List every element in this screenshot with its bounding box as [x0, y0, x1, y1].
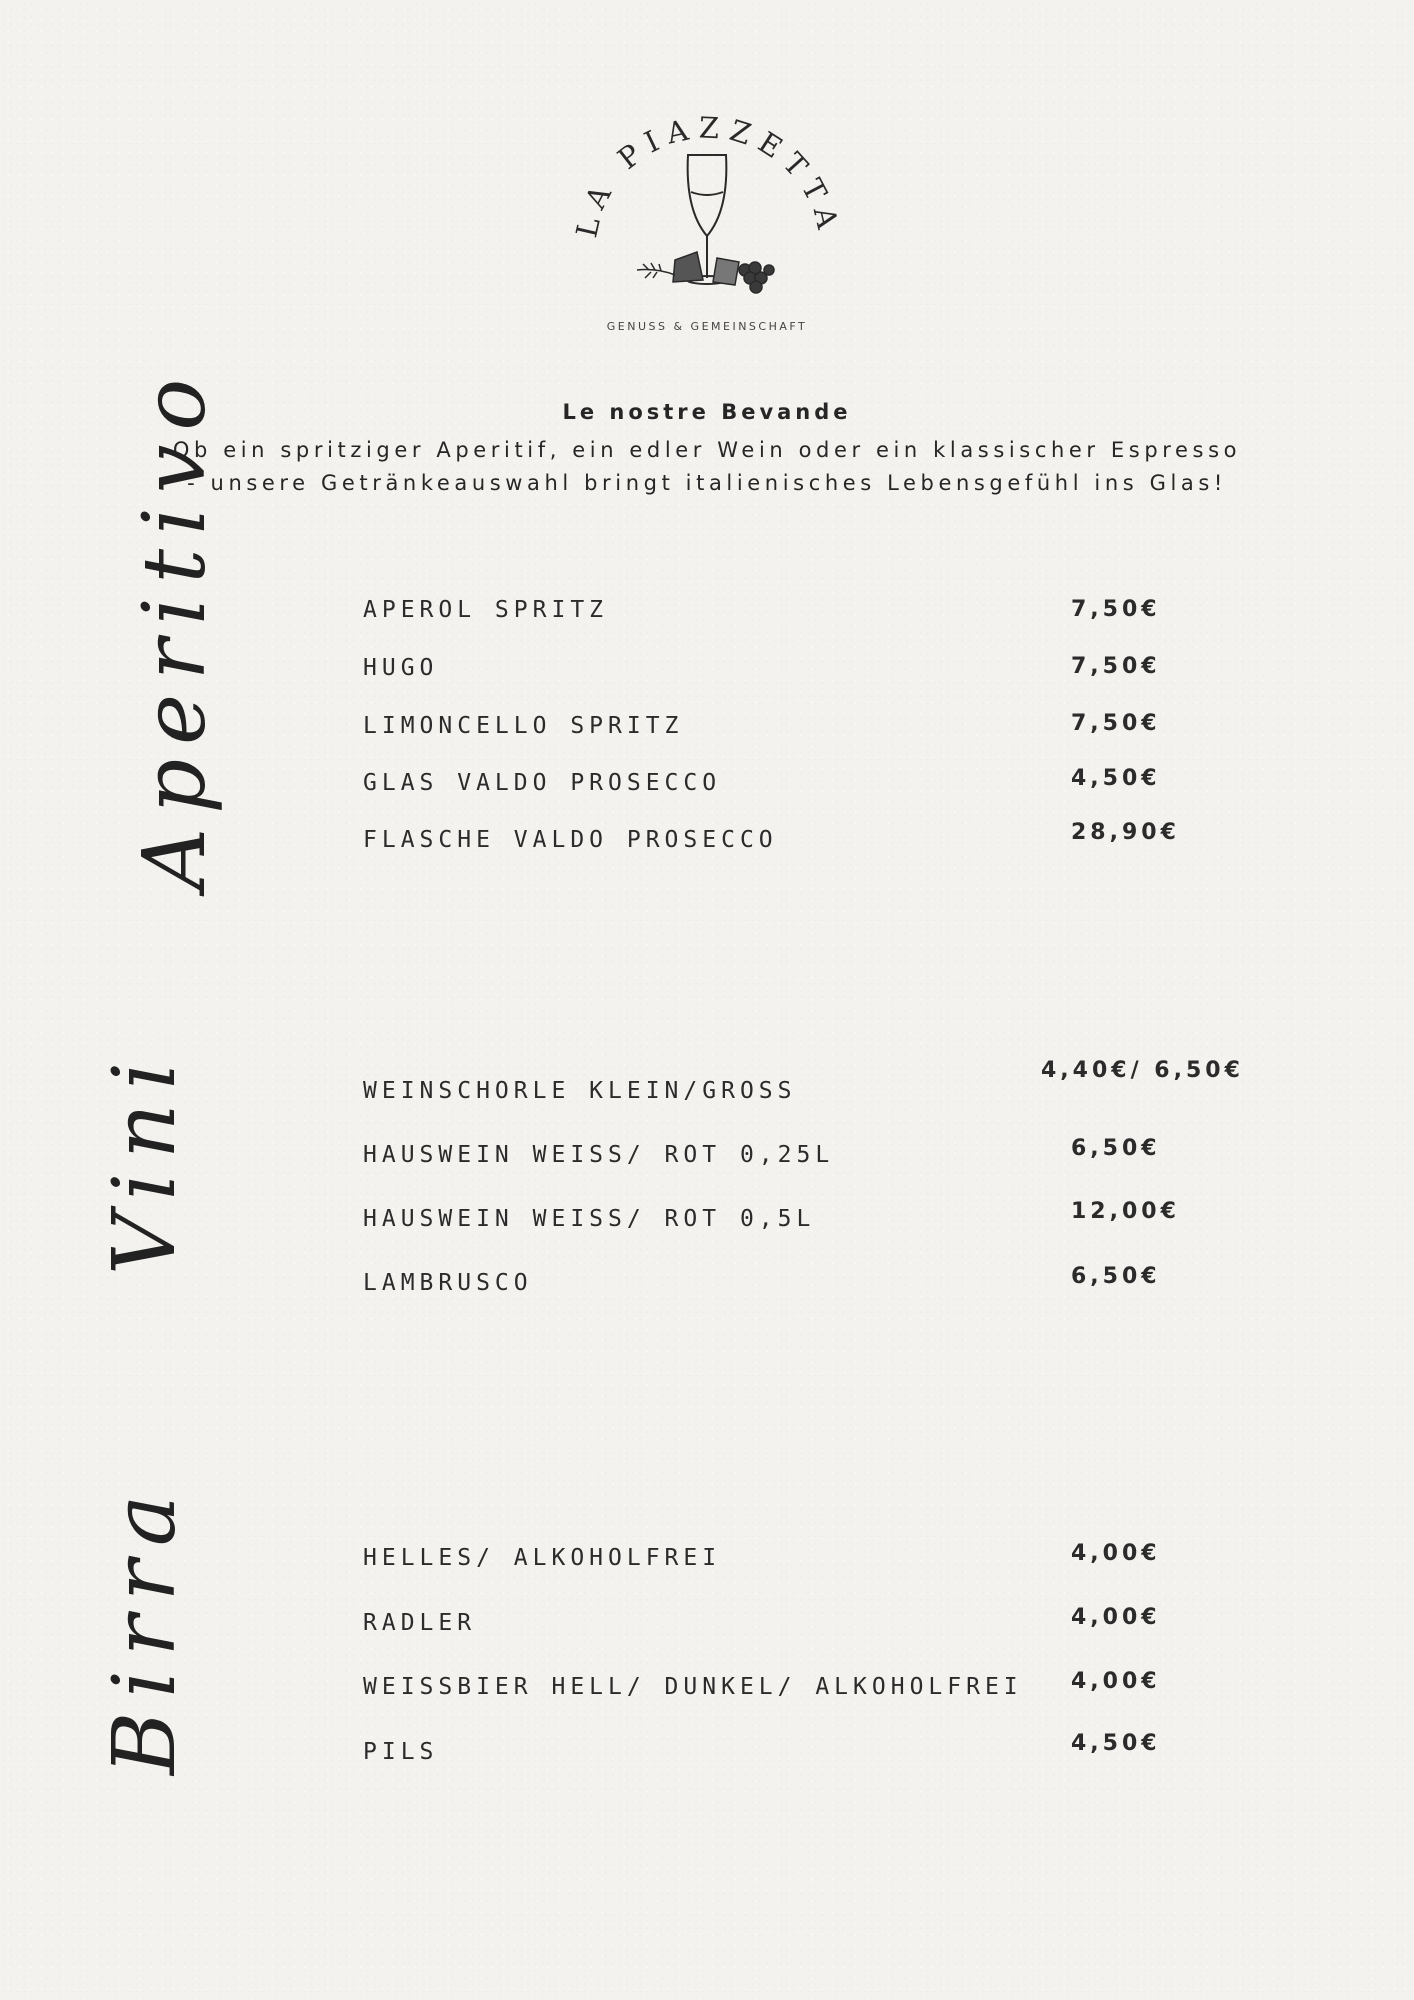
menu-item-name: RADLER — [363, 1610, 477, 1636]
menu-item-name: HAUSWEIN WEISS/ ROT 0,5L — [363, 1206, 816, 1232]
menu-item-price: 4,00€ — [1071, 1541, 1161, 1566]
menu-item-price: 4,00€ — [1071, 1605, 1161, 1630]
menu-item-name: HAUSWEIN WEISS/ ROT 0,25L — [363, 1142, 835, 1168]
menu-item-name: WEISSBIER HELL/ DUNKEL/ ALKOHOLFREI — [363, 1674, 1023, 1700]
menu-item-name: PILS — [363, 1739, 439, 1765]
menu-item-price: 6,50€ — [1071, 1264, 1161, 1289]
logo-tagline: GENUSS & GEMEINSCHAFT — [606, 320, 808, 333]
menu-item-price: 28,90€ — [1071, 820, 1180, 845]
section-label-vini: Vini — [95, 1048, 195, 1275]
menu-item-price: 4,50€ — [1071, 766, 1161, 791]
section-label-aperitivo: Aperitivo — [125, 364, 225, 890]
menu-item-price: 4,40€/ 6,50€ — [1041, 1058, 1244, 1083]
menu-item-price: 7,50€ — [1071, 654, 1161, 679]
menu-item-name: HUGO — [363, 655, 439, 681]
menu-item-price: 7,50€ — [1071, 597, 1161, 622]
intro-line-2: - unsere Getränkeauswahl bringt italienisches Lebensgefühl ins Glas! — [187, 471, 1227, 495]
menu-item-name: HELLES/ ALKOHOLFREI — [363, 1545, 722, 1571]
menu-title: Le nostre Bevande — [562, 400, 852, 424]
menu-item-price: 6,50€ — [1071, 1136, 1161, 1161]
wine-glass-logo-icon — [557, 110, 857, 340]
menu-item-name: LIMONCELLO SPRITZ — [363, 713, 684, 739]
intro-line-1: Ob ein spritziger Aperitif, ein edler Wein oder ein klassischer Espresso — [172, 438, 1242, 462]
menu-item-name: FLASCHE VALDO PROSECCO — [363, 827, 778, 853]
section-label-birra: Birra — [95, 1480, 195, 1775]
menu-item-name: APEROL SPRITZ — [363, 597, 609, 623]
menu-item-price: 7,50€ — [1071, 711, 1161, 736]
menu-item-name: GLAS VALDO PROSECCO — [363, 770, 722, 796]
menu-item-price: 4,50€ — [1071, 1731, 1161, 1756]
menu-item-price: 4,00€ — [1071, 1669, 1161, 1694]
logo-name: LA PIAZZETTA — [569, 110, 847, 241]
menu-intro — [150, 434, 1264, 500]
menu-item-price: 12,00€ — [1071, 1199, 1180, 1224]
svg-text:LA PIAZZETTA — [569, 110, 846, 240]
logo — [557, 110, 857, 340]
menu-item-name: WEINSCHORLE KLEIN/GROSS — [363, 1078, 797, 1104]
menu-item-name: LAMBRUSCO — [363, 1270, 533, 1296]
